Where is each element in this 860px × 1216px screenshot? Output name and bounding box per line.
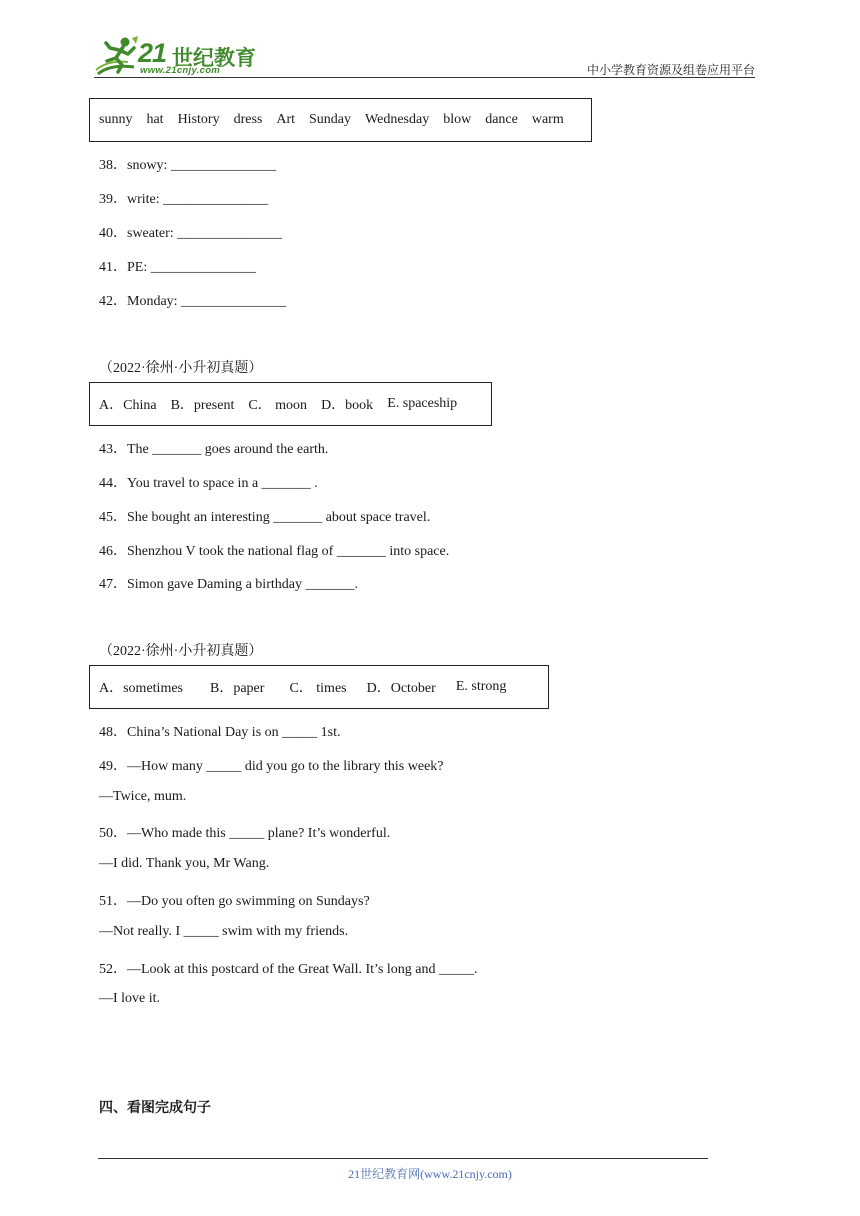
option-item: C． moon (248, 398, 308, 413)
option-item: B．paper (210, 681, 265, 696)
option-item: C． times (289, 681, 347, 696)
question-46: 46．Shenzhou V took the national flag of _______ into space. (99, 544, 450, 559)
question-52: 52．—Look at this postcard of the Great Wall. It’s long and _____. (99, 962, 478, 977)
logo-url: www.21cnjy.com (140, 65, 221, 76)
word-option: Wednesday (365, 112, 430, 127)
source-label-2: （2022·徐州·小升初真题） (99, 644, 263, 659)
logo-text: 世纪教育 (172, 46, 256, 70)
option-item: D．book (321, 398, 374, 413)
option-item: D．October (366, 681, 436, 696)
footer-divider (98, 1158, 708, 1159)
question-43: 43．The _______ goes around the earth. (99, 442, 329, 457)
answer-52: —I love it. (99, 991, 161, 1006)
option-item: E. strong (455, 679, 507, 694)
option-box-2 (89, 382, 492, 426)
question-47: 47．Simon gave Daming a birthday _______. (99, 577, 358, 592)
word-option: dance (485, 112, 518, 127)
question-41: 41．PE: _______________ (99, 260, 256, 275)
option-item: A．China (99, 398, 157, 413)
question-40: 40．sweater: _______________ (99, 226, 283, 241)
logo-number: 21 (138, 38, 167, 68)
question-42: 42．Monday: _______________ (99, 294, 287, 309)
word-option: sunny (99, 112, 133, 127)
runner-logo-icon (94, 34, 140, 78)
word-option: Sunday (309, 112, 352, 127)
question-48: 48．China’s National Day is on _____ 1st. (99, 725, 341, 740)
answer-51: —Not really. I _____ swim with my friends. (99, 924, 349, 939)
header-platform-text: 中小学教育资源及组卷应用平台 (586, 63, 755, 77)
option-item: A．sometimes (99, 681, 183, 696)
answer-50: —I did. Thank you, Mr Wang. (99, 856, 270, 871)
option-box-3 (89, 665, 549, 709)
word-option: History (177, 112, 220, 127)
section-4-title: 四、看图完成句子 (99, 1100, 211, 1116)
question-51: 51．—Do you often go swimming on Sundays? (99, 894, 370, 909)
word-box-1 (89, 98, 592, 142)
word-option: hat (146, 112, 164, 127)
question-44: 44．You travel to space in a _______ . (99, 476, 318, 491)
word-option: blow (443, 112, 472, 127)
question-45: 45．She bought an interesting _______ about space travel. (99, 510, 431, 525)
question-50: 50．—Who made this _____ plane? It’s wonderful. (99, 826, 391, 841)
site-logo (94, 34, 264, 78)
option-item: B．present (170, 398, 235, 413)
source-label-1: （2022·徐州·小升初真题） (99, 361, 263, 376)
word-option: dress (233, 112, 263, 127)
word-option: Art (276, 112, 296, 127)
question-39: 39．write: _______________ (99, 192, 269, 207)
answer-49: —Twice, mum. (99, 789, 187, 804)
header-divider (94, 77, 755, 78)
footer-text: 21世纪教育网(www.21cnjy.com) (348, 1167, 512, 1181)
question-38: 38．snowy: _______________ (99, 158, 276, 173)
question-49: 49．—How many _____ did you go to the library this week? (99, 759, 444, 774)
option-item: E. spaceship (387, 396, 458, 411)
word-option: warm (531, 112, 564, 127)
